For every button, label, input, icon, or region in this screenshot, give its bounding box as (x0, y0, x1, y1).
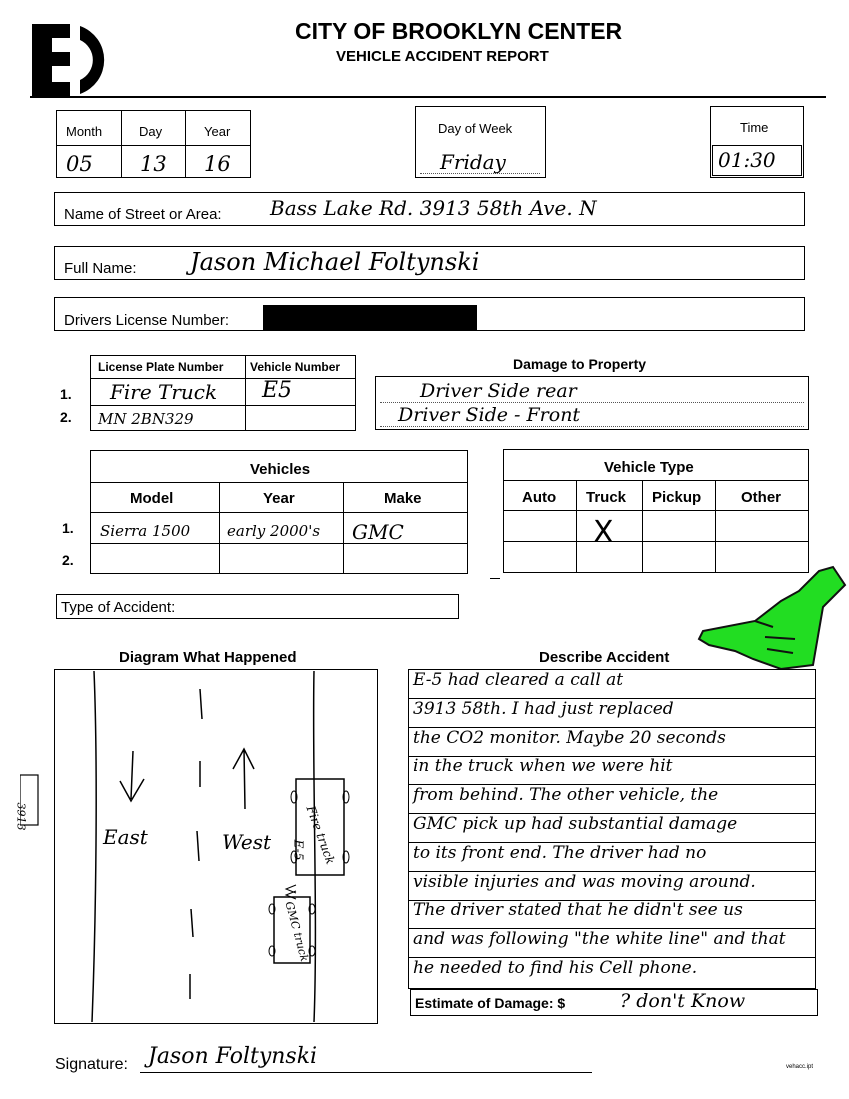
vehicles-row2-num: 2. (62, 552, 74, 568)
describe-line-1: E-5 had cleared a call at (413, 670, 624, 690)
describe-line-8: visible injuries and was moving around. (413, 871, 756, 892)
signature-label: Signature: (55, 1056, 128, 1073)
pointing-hand-icon (695, 565, 849, 672)
year-value: 16 (204, 152, 231, 176)
describe-accident-label: Describe Accident (539, 649, 670, 666)
report-title: CITY OF BROOKLYN CENTER (295, 18, 623, 44)
vehicle-type-header: Vehicle Type (604, 459, 694, 476)
diagram-side-label: 3913 (14, 802, 28, 831)
diagram-west-label: West (222, 830, 272, 854)
full-name-value: Jason Michael Foltynski (190, 248, 480, 276)
vehicles-row1-num: 1. (62, 520, 74, 536)
estimate-label: Estimate of Damage: $ (415, 995, 566, 1011)
month-value: 05 (66, 152, 93, 176)
day-of-week-value: Friday (440, 150, 506, 174)
vehicles-header: Vehicles (250, 461, 311, 478)
plate-row2: MN 2BN329 (98, 410, 194, 428)
year-label: Year (204, 124, 231, 139)
day-of-week-label: Day of Week (438, 121, 513, 136)
header-rule (30, 96, 826, 98)
make-row1: GMC (352, 520, 404, 544)
describe-line-2: 3913 58th. I had just replaced (413, 698, 674, 719)
diagram-gmc-label: GMC truck (282, 900, 312, 963)
vehicle-number-column-header: Vehicle Number (250, 360, 341, 374)
describe-line-9: The driver stated that he didn't see us (413, 900, 743, 921)
diagram-e5-label: E-5 (291, 839, 306, 861)
truck-check-mark: X (593, 515, 614, 550)
plate-row1: Fire Truck (110, 380, 218, 404)
diagram-fire-truck-label: Fire truck (303, 803, 338, 867)
day-value: 13 (140, 152, 167, 176)
estimate-value: ? don't Know (620, 990, 746, 1012)
footer-code: vehacc.ipt (786, 1064, 814, 1070)
city-logo (30, 22, 120, 97)
describe-line-6: GMC pick up had substantial damage (413, 814, 738, 834)
model-row1: Sierra 1500 (100, 522, 191, 540)
year-row1: early 2000's (227, 522, 321, 540)
describe-line-4: in the truck when we were hit (413, 756, 673, 777)
report-subtitle: VEHICLE ACCIDENT REPORT (336, 48, 549, 65)
auto-column-header: Auto (522, 489, 557, 506)
signature-value: Jason Foltynski (148, 1044, 318, 1069)
describe-line-3: the CO2 monitor. Maybe 20 seconds (413, 727, 726, 748)
plate-row2-num: 2. (60, 409, 72, 425)
year-column-header: Year (263, 490, 295, 507)
type-of-accident-label: Type of Accident: (61, 599, 176, 616)
plate-row1-num: 1. (60, 386, 72, 402)
pickup-column-header: Pickup (652, 489, 702, 506)
diagram-label: Diagram What Happened (119, 649, 297, 666)
truck-column-header: Truck (586, 489, 627, 506)
damage-to-property-label: Damage to Property (513, 356, 647, 372)
other-column-header: Other (741, 489, 782, 506)
time-value: 01:30 (718, 148, 776, 172)
describe-line-11: he needed to find his Cell phone. (413, 958, 698, 978)
month-label: Month (66, 124, 103, 139)
full-name-label: Full Name: (64, 260, 137, 277)
day-label: Day (139, 124, 163, 139)
describe-line-7: to its front end. The driver had no (413, 842, 707, 863)
make-column-header: Make (384, 490, 422, 507)
describe-line-10: and was following "the white line" and that (413, 929, 786, 950)
street-label: Name of Street or Area: (64, 206, 222, 223)
damage-line-1: Driver Side rear (420, 380, 577, 402)
damage-line-2: Driver Side - Front (398, 404, 581, 426)
license-label: Drivers License Number: (64, 312, 230, 329)
time-label: Time (740, 120, 769, 135)
model-column-header: Model (130, 490, 174, 507)
describe-line-5: from behind. The other vehicle, the (413, 785, 719, 806)
diagram-east-label: East (103, 825, 148, 849)
plate-column-header: License Plate Number (98, 360, 224, 374)
vehicle-row1: E5 (262, 378, 293, 403)
license-redaction (263, 305, 477, 330)
street-value: Bass Lake Rd. 3913 58th Ave. N (270, 196, 597, 220)
